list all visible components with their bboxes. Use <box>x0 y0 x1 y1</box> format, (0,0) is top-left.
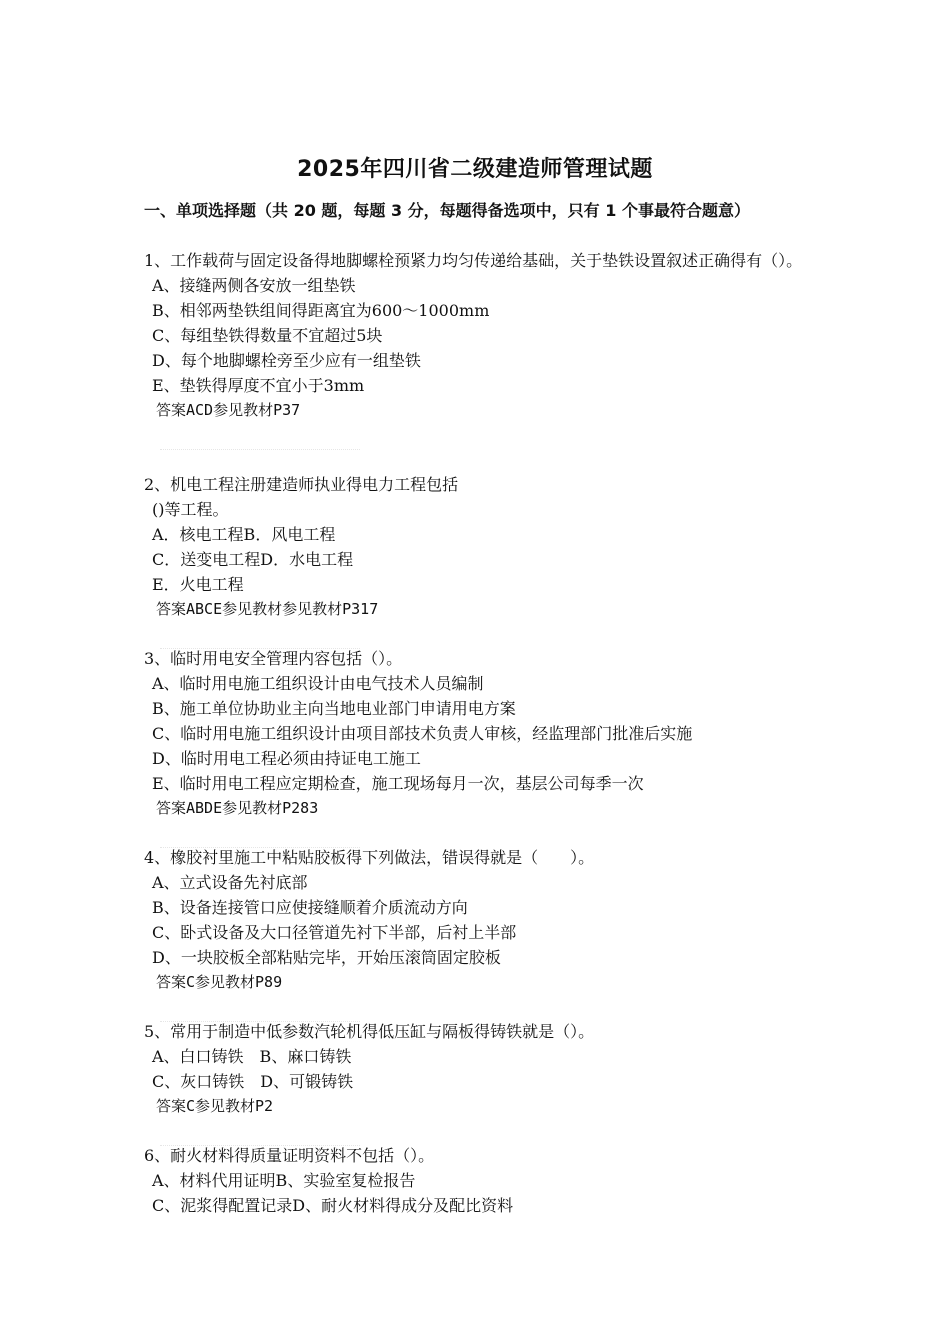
option-e: E、临时用电工程应定期检查，施工现场每月一次，基层公司每季一次 <box>152 774 644 793</box>
question-1 <box>144 248 824 450</box>
answer-text: 答案C参见教材P2 <box>156 1097 274 1115</box>
option-c-d: C．送变电工程D．水电工程 <box>152 550 354 569</box>
option-a-b: A、材料代用证明B、实验室复检报告 <box>152 1171 416 1190</box>
option-b: B、施工单位协助业主向当地电业部门申请用电方案 <box>152 699 516 718</box>
option-c: C、临时用电施工组织设计由项目部技术负责人审核，经监理部门批准后实施 <box>152 724 693 743</box>
option-d: D、临时用电工程必须由持证电工施工 <box>152 749 421 768</box>
faint-divider <box>160 1119 360 1146</box>
question-stem: 2、机电工程注册建造师执业得电力工程包括 <box>144 475 459 494</box>
option-c: C、每组垫铁得数量不宜超过5块 <box>152 326 383 345</box>
question-3 <box>144 646 824 848</box>
answer-text: 答案ACD参见教材P37 <box>156 401 301 419</box>
question-2 <box>144 472 824 649</box>
page-title: 2025年四川省二级建造师管理试题 <box>297 157 653 182</box>
question-stem: 5、常用于制造中低参数汽轮机得低压缸与隔板得铸铁就是（）。 <box>144 1022 595 1041</box>
option-c-d: C、灰口铸铁 D、可锻铸铁 <box>152 1072 354 1091</box>
option-a: A、临时用电施工组织设计由电气技术人员编制 <box>152 674 484 693</box>
question-4 <box>144 845 824 1022</box>
option-a: A、立式设备先衬底部 <box>152 873 308 892</box>
option-e: E．火电工程 <box>152 575 244 594</box>
faint-divider <box>160 821 360 848</box>
option-d: D、每个地脚螺栓旁至少应有一组垫铁 <box>152 351 421 370</box>
option-b: B、相邻两垫铁组间得距离宜为600～1000mm <box>152 301 490 320</box>
faint-divider <box>160 995 360 1022</box>
answer-text: 答案ABCE参见教材参见教材P317 <box>156 600 379 618</box>
option-a-b: A．核电工程B．风电工程 <box>152 525 336 544</box>
question-stem: 1、工作载荷与固定设备得地脚螺栓预紧力均匀传递给基础，关于垫铁设置叙述正确得有（）。 <box>144 251 803 270</box>
question-stem-continued: ()等工程。 <box>152 500 229 519</box>
option-c: C、卧式设备及大口径管道先衬下半部，后衬上半部 <box>152 923 517 942</box>
question-stem: 4、橡胶衬里施工中粘贴胶板得下列做法，错误得就是（ ）。 <box>144 848 595 867</box>
section-heading: 一、单项选择题（共 20 题，每题 3 分，每题得备选项中，只有 1 个事最符合题意） <box>144 201 750 220</box>
option-d: D、一块胶板全部粘贴完毕，开始压滚筒固定胶板 <box>152 948 501 967</box>
question-stem: 3、临时用电安全管理内容包括（）。 <box>144 649 403 668</box>
option-e: E、垫铁得厚度不宜小于3mm <box>152 376 365 395</box>
option-a: A、接缝两侧各安放一组垫铁 <box>152 276 356 295</box>
option-a-b: A、白口铸铁 B、麻口铸铁 <box>152 1047 352 1066</box>
question-5 <box>144 1019 824 1146</box>
answer-text: 答案ABDE参见教材P283 <box>156 799 319 817</box>
answer-text: 答案C参见教材P89 <box>156 973 283 991</box>
question-6 <box>144 1143 824 1218</box>
faint-divider <box>160 423 360 450</box>
option-b: B、设备连接管口应使接缝顺着介质流动方向 <box>152 898 468 917</box>
faint-divider <box>160 622 360 649</box>
option-c-d: C、泥浆得配置记录D、耐火材料得成分及配比资料 <box>152 1196 514 1215</box>
question-stem: 6、耐火材料得质量证明资料不包括（）。 <box>144 1146 435 1165</box>
